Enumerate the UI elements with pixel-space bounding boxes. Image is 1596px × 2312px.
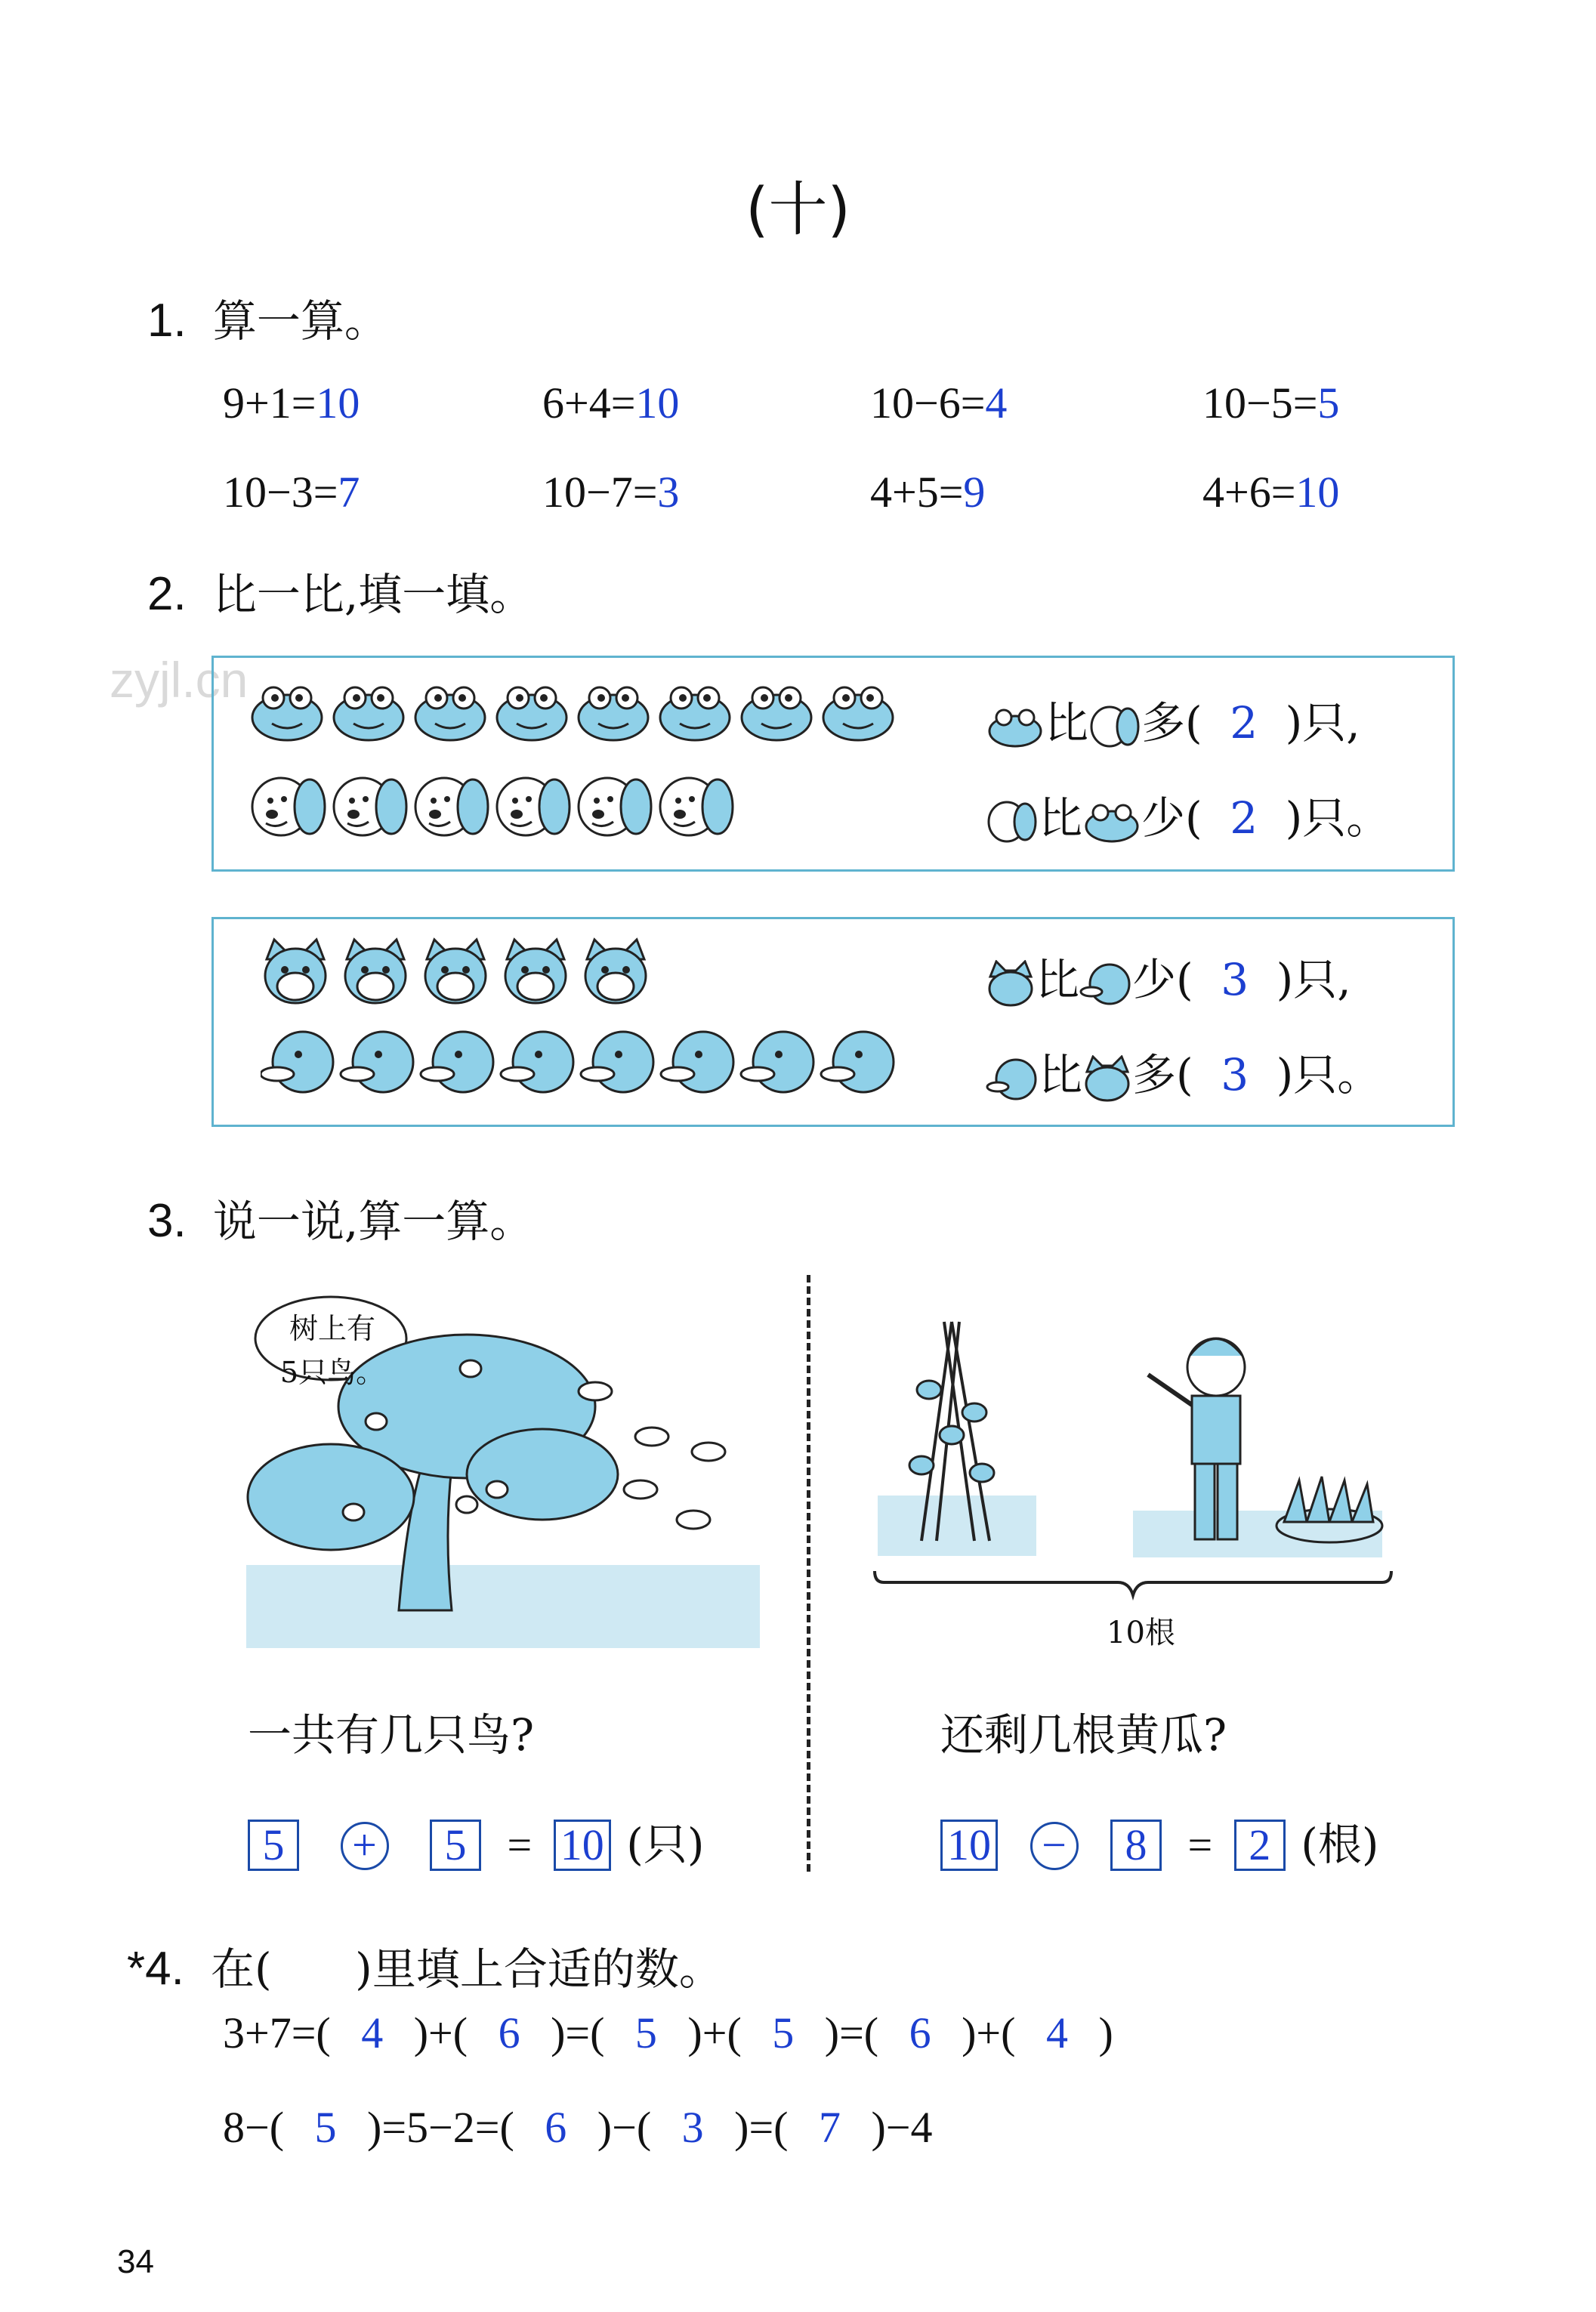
answer: 4 <box>361 2008 384 2057</box>
answer-box: 2 <box>1234 1820 1286 1871</box>
dog-icon-row <box>249 772 763 840</box>
answer: 2 <box>1230 697 1258 749</box>
operator-circle: − <box>1030 1822 1079 1870</box>
answer-box: 5 <box>430 1820 481 1871</box>
answer: 5 <box>634 2008 657 2057</box>
compare-sentence: 比 少( 3 )只, <box>986 944 1351 1008</box>
frog-icon <box>1082 801 1141 843</box>
operator-circle: + <box>341 1822 389 1870</box>
question-number: 3. <box>147 1195 187 1247</box>
answer: 4 <box>1045 2008 1068 2057</box>
equation-left: 5 + 5 = 10 (只) <box>248 1809 704 1872</box>
equation: 10−7=3 <box>542 468 680 517</box>
watermark: zyjl.cn <box>110 652 249 708</box>
equation: 10−3=7 <box>223 468 360 517</box>
duck-row <box>261 1024 903 1100</box>
speech-bubble: 树上有 5只鸟。 <box>279 1312 385 1389</box>
answer: 10 <box>316 378 360 428</box>
equation: 9+1=10 <box>223 378 360 428</box>
frog-icon <box>986 705 1045 748</box>
question-text: 在( )里填上合适的数。 <box>210 1943 723 1995</box>
question-3-header <box>147 1186 533 1249</box>
answer: 5 <box>772 2008 795 2057</box>
compare-sentence: 比 多( 3 )只。 <box>986 1039 1381 1103</box>
dog-icon <box>1088 704 1141 749</box>
sub-question-right: 还剩几根黄瓜? <box>940 1709 1227 1761</box>
cat-icon-row <box>261 937 668 1009</box>
equation: 10−5=5 <box>1202 378 1340 428</box>
answer: 3 <box>1221 954 1249 1005</box>
answer: 3 <box>681 2103 704 2152</box>
frog-icon-row <box>249 678 914 746</box>
dog-icon <box>986 799 1039 844</box>
question-number: 1. <box>147 295 187 347</box>
frog-row <box>249 678 914 749</box>
answer-box: 10 <box>554 1820 611 1871</box>
duck-icon <box>1079 960 1132 1007</box>
dog-row <box>249 772 763 843</box>
cucumber-boy-illustration <box>869 1314 1397 1604</box>
sub-question-left: 一共有几只鸟? <box>248 1709 535 1761</box>
answer: 6 <box>545 2103 567 2152</box>
answer: 10 <box>1295 468 1340 517</box>
answer: 6 <box>909 2008 931 2057</box>
answer: 5 <box>1317 378 1340 428</box>
equation: 10−6=4 <box>870 378 1008 428</box>
answer: 5 <box>314 2103 337 2152</box>
answer: 3 <box>657 468 680 517</box>
question-text: 算一算。 <box>212 295 388 347</box>
question-number: 2. <box>147 568 187 620</box>
cat-icon <box>986 960 1036 1007</box>
cat-row <box>261 937 668 1012</box>
section-title: (十) <box>746 176 850 244</box>
question-4-header <box>127 1934 723 1997</box>
fill-line-1: 3+7=( 4 )+( 6 )=( 5 )+( 5 )=( 6 )+( 4 ) <box>223 2008 1113 2057</box>
duck-icon <box>986 1055 1039 1102</box>
question-2-header <box>147 559 533 622</box>
question-number: *4. <box>127 1943 184 1995</box>
answer: 7 <box>338 468 360 517</box>
answer: 10 <box>635 378 680 428</box>
compare-sentence: 比 少( 2 )只。 <box>986 782 1390 846</box>
duck-icon-row <box>261 1024 903 1097</box>
answer-box: 8 <box>1110 1820 1162 1871</box>
answer: 2 <box>1230 792 1258 844</box>
compare-sentence: 比 多( 2 )只, <box>986 687 1360 751</box>
cat-icon <box>1082 1055 1132 1102</box>
answer-box: 5 <box>248 1820 299 1871</box>
page-number: 34 <box>117 2243 154 2280</box>
answer: 7 <box>818 2103 841 2152</box>
equation-right: 10 − 8 = 2 (根) <box>940 1809 1378 1872</box>
answer: 3 <box>1221 1049 1249 1100</box>
equation: 6+4=10 <box>542 378 680 428</box>
question-text: 比一比,填一填。 <box>212 569 534 620</box>
answer: 6 <box>498 2008 520 2057</box>
equation: 4+5=9 <box>870 468 986 517</box>
divider <box>807 1275 810 1872</box>
question-text: 说一说,算一算。 <box>212 1196 534 1247</box>
fill-line-2: 8−( 5 )=5−2=( 6 )−( 3 )=( 7 )−4 <box>223 2103 933 2152</box>
answer: 4 <box>985 378 1008 428</box>
question-1-header <box>147 286 388 349</box>
brace-label: 10根 <box>1107 1616 1175 1650</box>
answer-box: 10 <box>940 1820 998 1871</box>
answer: 9 <box>963 468 986 517</box>
equation: 4+6=10 <box>1202 468 1340 517</box>
